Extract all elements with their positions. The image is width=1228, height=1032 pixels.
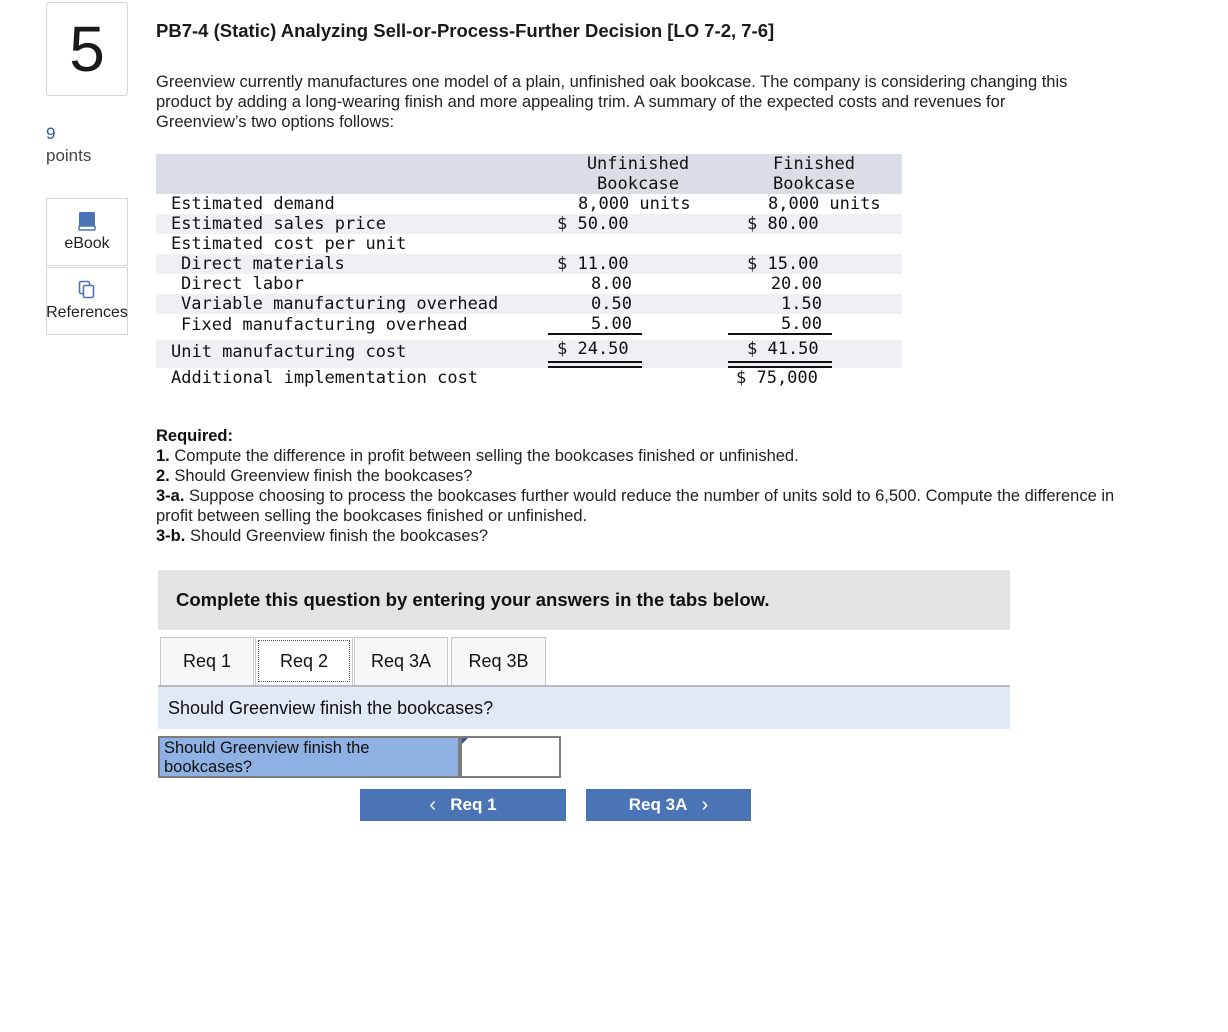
required-item: 2. Should Greenview finish the bookcases? — [156, 467, 473, 485]
col2-header-line1: Finished — [773, 154, 855, 174]
ebook-label: eBook — [64, 235, 110, 252]
col2-header-line2: Bookcase — [773, 174, 855, 194]
book-icon — [78, 211, 96, 231]
required-item: 1. Compute the difference in profit between selling the bookcases finished or unfinished. — [156, 447, 799, 465]
row-label-price: Estimated sales price — [171, 214, 386, 234]
row-dl-unfinished: 8.00 — [591, 274, 632, 294]
row-label-fixed-overhead: Fixed manufacturing overhead — [181, 315, 468, 335]
answer-field-label: Should Greenview finish the bookcases? — [158, 736, 460, 778]
tab-req-3b[interactable]: Req 3B — [451, 637, 546, 685]
copy-icon — [78, 280, 96, 300]
required-item: 3-a. Suppose choosing to process the bookcases further would reduce the number of units sold to 6,500. Compute the difference in profit between selling the bookcases finished or unfinished. — [156, 487, 1115, 525]
subtotal-underline — [728, 333, 832, 335]
next-req-label: Req 3A — [628, 795, 688, 814]
total-double-underline — [548, 361, 642, 368]
problem-title: PB7-4 (Static) Analyzing Sell-or-Process-Further Decision [LO 7-2, 7-6] — [156, 20, 775, 41]
total-double-underline — [728, 361, 832, 368]
row-price-unfinished: $ 50.00 — [557, 214, 629, 234]
chevron-left-icon: ‹ — [429, 793, 437, 816]
row-price-finished: $ 80.00 — [747, 214, 819, 234]
prev-req-button[interactable] — [360, 789, 566, 821]
subtotal-underline — [548, 333, 642, 335]
row-demand-unfinished: 8,000 units — [578, 194, 691, 214]
row-dm-unfinished: $ 11.00 — [557, 254, 629, 274]
points-value: 9 — [46, 124, 56, 143]
question-number-box — [46, 2, 128, 96]
row-fo-unfinished: 5.00 — [591, 314, 632, 334]
instructions-banner: Complete this question by entering your answers in the tabs below. — [158, 570, 1010, 630]
next-req-button[interactable] — [586, 789, 751, 821]
row-label-direct-labor: Direct labor — [181, 274, 304, 294]
chevron-right-icon: › — [701, 793, 709, 816]
tab-question: Should Greenview finish the bookcases? — [158, 687, 1010, 729]
tab-req-3a[interactable]: Req 3A — [354, 637, 448, 685]
required-section — [156, 426, 1116, 546]
row-label-implementation-cost: Additional implementation cost — [171, 368, 479, 388]
points-label: points — [46, 146, 92, 165]
question-number: 5 — [69, 13, 105, 85]
tab-req-1[interactable]: Req 1 — [160, 637, 254, 685]
row-fo-finished: 5.00 — [781, 314, 822, 334]
tab-req-2[interactable]: Req 2 — [255, 637, 353, 685]
row-label-unit-cost: Unit manufacturing cost — [171, 342, 407, 362]
problem-intro: Greenview currently manufactures one model of a plain, unfinished oak bookcase. The company is considering changing this product by adding a long-wearing finish and more appealing trim. A summary of the expected costs and revenues for Greenview’s two options follows: — [156, 73, 1068, 131]
references-button[interactable] — [46, 267, 128, 335]
row-label-variable-overhead: Variable manufacturing overhead — [181, 294, 499, 314]
answer-dropdown[interactable] — [460, 736, 561, 778]
row-vo-finished: 1.50 — [781, 294, 822, 314]
row-vo-unfinished: 0.50 — [591, 294, 632, 314]
row-demand-finished: 8,000 units — [768, 194, 881, 214]
row-unit-cost-finished: $ 41.50 — [747, 339, 819, 359]
row-unit-cost-unfinished: $ 24.50 — [557, 339, 629, 359]
row-label-cost-per-unit: Estimated cost per unit — [171, 234, 407, 254]
row-dm-finished: $ 15.00 — [747, 254, 819, 274]
col1-header-line2: Bookcase — [597, 174, 679, 194]
row-dl-finished: 20.00 — [770, 274, 822, 294]
references-label: References — [46, 304, 128, 321]
required-item: 3-b. Should Greenview finish the bookcases? — [156, 527, 489, 545]
required-heading: Required: — [156, 427, 234, 445]
dropdown-indicator-icon — [462, 738, 468, 744]
cost-table — [156, 154, 902, 388]
row-impl-finished: $ 75,000 — [736, 368, 818, 388]
row-label-direct-materials: Direct materials — [181, 254, 345, 274]
ebook-button[interactable] — [46, 198, 128, 266]
col1-header-line1: Unfinished — [586, 154, 690, 174]
row-label-demand: Estimated demand — [171, 194, 335, 214]
prev-req-label: Req 1 — [450, 795, 497, 814]
